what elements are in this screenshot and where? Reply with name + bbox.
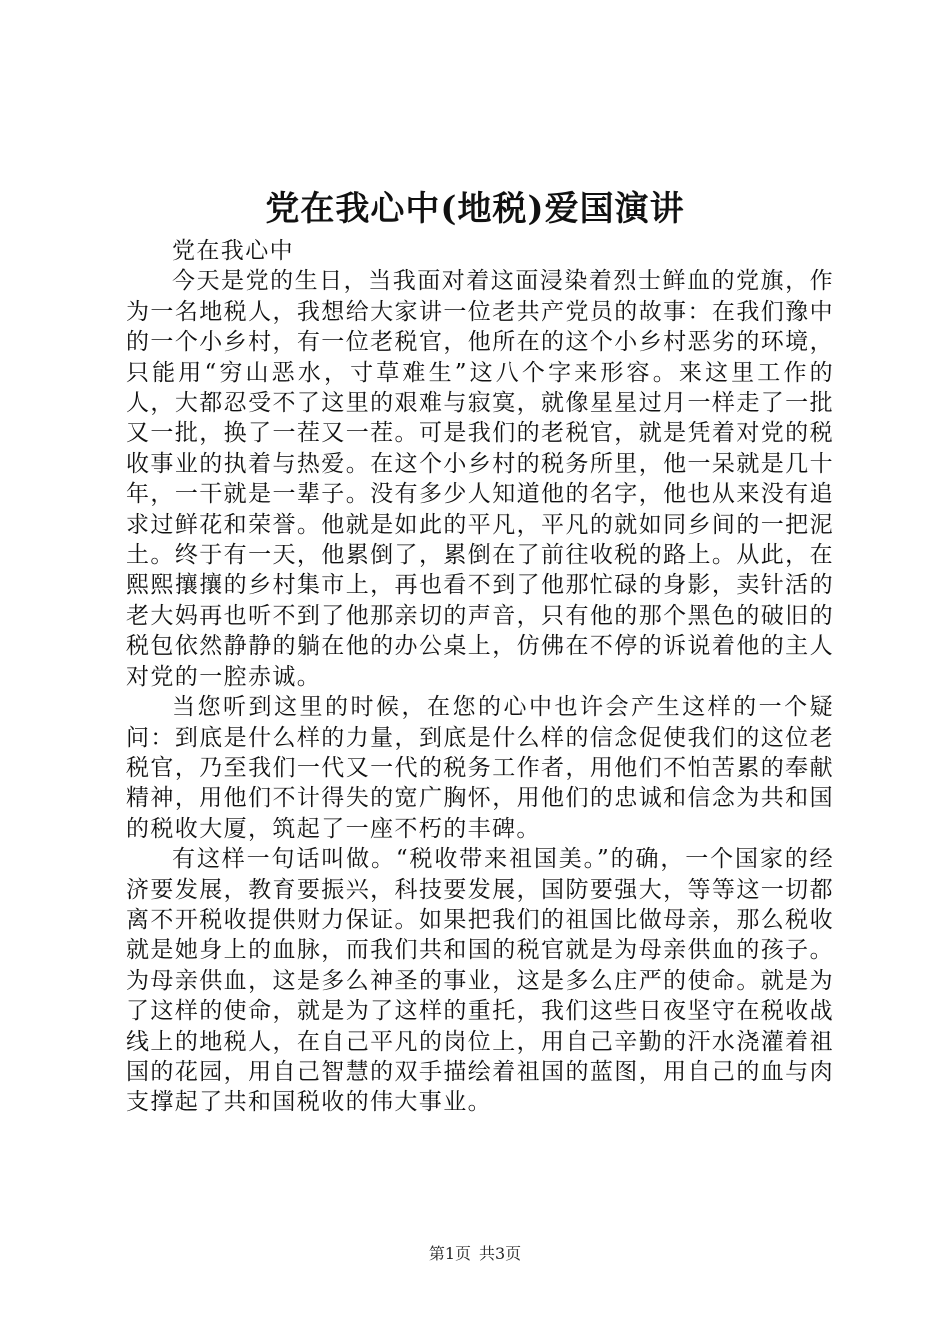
page-footer bbox=[0, 1243, 950, 1265]
page-number: 第1页 bbox=[428, 1244, 471, 1263]
paragraph-subtitle: 党在我心中 bbox=[172, 238, 294, 264]
paragraph: 今天是党的生日，当我面对着这面浸染着烈士鲜血的党旗，作为一名地税人，我想给大家讲一位老共产党员的故事：在我们豫中的一个小乡村，有一位老税官，他所在的这个小乡村恶劣的环境，只能用“穷山恶水，寸草难生”这八个字来形容。来这里工作的人，大都忍受不了这里的艰难与寂寞，就像星星过月一样走了一批又一批，换了一茬又一茬。可是我们的老税官，就是凭着对党的税收事业的执着与热爱。在这个小乡村的税务所里，他一呆就是几十年，一干就是一辈子。没有多少人知道他的名字，他也从来没有追求过鲜花和荣誉。他就是如此的平凡，平凡的就如同乡间的一把泥土。终于有一天，他累倒了，累倒在了前往收税的路上。从此，在熙熙攘攘的乡村集市上，再也看不到了他那忙碌的身影，卖针活的老大妈再也听不到了他那亲切的声音，只有他的那个黑色的破旧的税包依然静静的躺在他的办公桌上，仿佛在不停的诉说着他的主人对党的一腔赤诚。 bbox=[126, 268, 834, 690]
page-total: 共3页 bbox=[479, 1244, 522, 1263]
paragraph: 当您听到这里的时候，在您的心中也许会产生这样的一个疑问：到底是什么样的力量，到底是什么样的信念促使我们的这位老税官，乃至我们一代又一代的税务工作者，用他们不怕苦累的奉献精神，用他们不计得失的宽广胸怀，用他们的忠诚和信念为共和国的税收大厦，筑起了一座不朽的丰碑。 bbox=[126, 694, 834, 842]
document-title: 党在我心中(地税)爱国演讲 bbox=[265, 189, 685, 229]
paragraph: 有这样一句话叫做。“税收带来祖国美。”的确，一个国家的经济要发展，教育要振兴，科技要发展，国防要强大，等等这一切都离不开税收提供财力保证。如果把我们的祖国比做母亲，那么税收就是她身上的血脉，而我们共和国的税官就是为母亲供血的孩子。为母亲供血，这是多么神圣的事业，这是多么庄严的使命。就是为了这样的使命，就是为了这样的重托，我们这些日夜坚守在税收战线上的地税人，在自己平凡的岗位上，用自己辛勤的汗水浇灌着祖国的花园，用自己智慧的双手描绘着祖国的蓝图，用自己的血与肉支撑起了共和国税收的伟大事业。 bbox=[126, 846, 834, 1116]
document-body bbox=[126, 236, 834, 1118]
